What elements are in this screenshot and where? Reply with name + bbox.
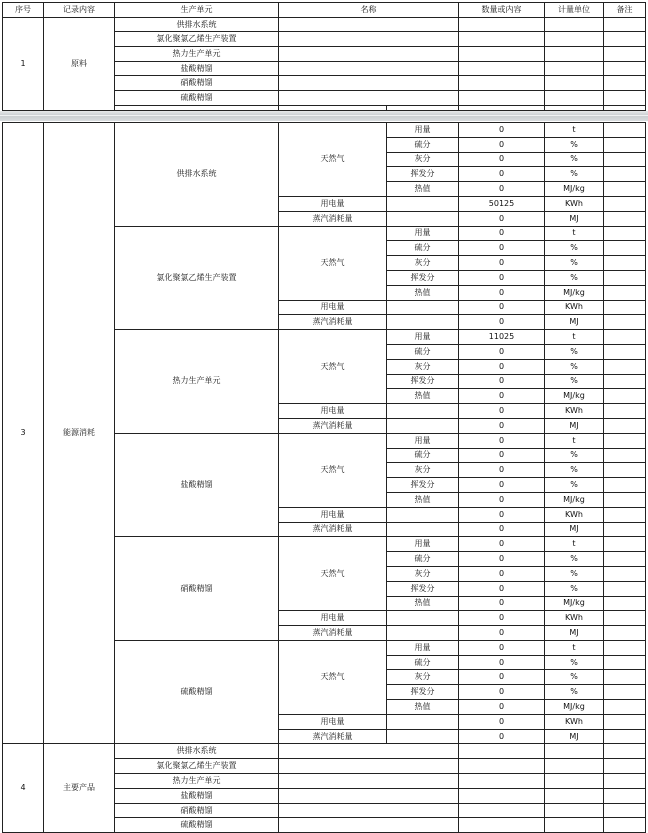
gas-measure: %: [545, 448, 604, 463]
gas-measure: %: [545, 566, 604, 581]
gas-value: 0: [459, 596, 545, 611]
electric-measure: KWh: [545, 611, 604, 626]
steam-measure: MJ: [545, 522, 604, 537]
gas-measure: MJ/kg: [545, 700, 604, 715]
gas-item: 用量: [387, 433, 459, 448]
steam-value: 0: [459, 729, 545, 744]
electric-value: 50125: [459, 196, 545, 211]
remark-cell: [604, 344, 646, 359]
gas-measure: t: [545, 640, 604, 655]
remark-cell: [604, 611, 646, 626]
gas-value: 0: [459, 226, 545, 241]
electric-label: 用电量: [279, 300, 387, 315]
gas-item: 挥发分: [387, 374, 459, 389]
gas-item: 挥发分: [387, 685, 459, 700]
energy-label: 能源消耗: [44, 123, 115, 744]
gas-item: 硫分: [387, 448, 459, 463]
gas-label: 天然气: [279, 330, 387, 404]
energy-unit-name: 硫酸精馏: [115, 640, 279, 744]
gas-item: 硫分: [387, 552, 459, 567]
energy-unit-name: 硝酸精馏: [115, 537, 279, 641]
gas-measure: t: [545, 537, 604, 552]
gas-measure: t: [545, 330, 604, 345]
gas-value: 0: [459, 581, 545, 596]
electric-measure: KWh: [545, 714, 604, 729]
gas-item: 硫分: [387, 655, 459, 670]
gas-measure: %: [545, 241, 604, 256]
header-content: 记录内容: [44, 3, 115, 18]
remark-cell: [604, 537, 646, 552]
steam-label: 蒸汽消耗量: [279, 418, 387, 433]
remark-cell: [604, 714, 646, 729]
gas-item: 硫分: [387, 137, 459, 152]
gas-measure: %: [545, 581, 604, 596]
gas-item: 灰分: [387, 256, 459, 271]
raw-unit: 硫酸精馏: [115, 91, 279, 106]
gas-value: 0: [459, 167, 545, 182]
gas-value: 0: [459, 537, 545, 552]
electric-measure: KWh: [545, 507, 604, 522]
gas-measure: %: [545, 552, 604, 567]
gas-measure: %: [545, 374, 604, 389]
header-row: [3, 3, 646, 18]
electric-label: 用电量: [279, 507, 387, 522]
gas-value: 0: [459, 285, 545, 300]
steam-measure: MJ: [545, 211, 604, 226]
gas-item: 挥发分: [387, 270, 459, 285]
remark-cell: [604, 700, 646, 715]
electric-measure: KWh: [545, 196, 604, 211]
remark-cell: [604, 433, 646, 448]
steam-value: 0: [459, 522, 545, 537]
remark-cell: [604, 655, 646, 670]
remark-cell: [604, 137, 646, 152]
steam-label: 蒸汽消耗量: [279, 211, 387, 226]
gas-item: 热值: [387, 389, 459, 404]
gas-value: 0: [459, 463, 545, 478]
energy-unit-name: 盐酸精馏: [115, 433, 279, 537]
energy-unit-name: 氯化聚氯乙烯生产装置: [115, 226, 279, 330]
gas-measure: %: [545, 359, 604, 374]
gas-measure: t: [545, 123, 604, 138]
gas-measure: %: [545, 270, 604, 285]
gas-item: 挥发分: [387, 167, 459, 182]
gas-item: 热值: [387, 492, 459, 507]
raw-unit: 硝酸精馏: [115, 76, 279, 91]
energy-products-table: [2, 122, 646, 833]
product-unit: 盐酸精馏: [115, 788, 279, 803]
product-unit: 硝酸精馏: [115, 803, 279, 818]
products-seq: 4: [3, 744, 44, 833]
remark-cell: [604, 359, 646, 374]
table-row: [3, 744, 646, 759]
remark-cell: [604, 448, 646, 463]
remark-cell: [604, 418, 646, 433]
remark-cell: [604, 581, 646, 596]
remark-cell: [604, 670, 646, 685]
remark-cell: [604, 685, 646, 700]
gas-label: 天然气: [279, 226, 387, 300]
gas-item: 用量: [387, 537, 459, 552]
header-unit: 生产单元: [115, 3, 279, 18]
energy-unit-name: 供排水系统: [115, 123, 279, 227]
page-separator: [0, 111, 648, 121]
remark-cell: [604, 626, 646, 641]
remark-cell: [604, 152, 646, 167]
gas-measure: MJ/kg: [545, 182, 604, 197]
steam-measure: MJ: [545, 418, 604, 433]
remark-cell: [604, 478, 646, 493]
gas-value: 0: [459, 182, 545, 197]
steam-label: 蒸汽消耗量: [279, 315, 387, 330]
gas-measure: %: [545, 670, 604, 685]
gas-item: 用量: [387, 330, 459, 345]
gas-value: 0: [459, 137, 545, 152]
gas-measure: %: [545, 256, 604, 271]
remark-cell: [604, 256, 646, 271]
electric-value: 0: [459, 611, 545, 626]
remark-cell: [604, 552, 646, 567]
gas-item: 硫分: [387, 344, 459, 359]
electric-label: 用电量: [279, 196, 387, 211]
remark-cell: [604, 123, 646, 138]
gas-item: 用量: [387, 123, 459, 138]
gas-value: 0: [459, 152, 545, 167]
electric-measure: KWh: [545, 404, 604, 419]
gas-value: 0: [459, 344, 545, 359]
gas-measure: %: [545, 655, 604, 670]
gas-measure: %: [545, 478, 604, 493]
remark-cell: [604, 404, 646, 419]
remark-cell: [604, 226, 646, 241]
gas-item: 用量: [387, 640, 459, 655]
gas-value: 11025: [459, 330, 545, 345]
gas-value: 0: [459, 685, 545, 700]
remark-cell: [604, 330, 646, 345]
gas-value: 0: [459, 700, 545, 715]
electric-label: 用电量: [279, 404, 387, 419]
gas-value: 0: [459, 655, 545, 670]
energy-seq: 3: [3, 123, 44, 744]
remark-cell: [604, 463, 646, 478]
gas-item: 挥发分: [387, 581, 459, 596]
header-name: 名称: [279, 3, 459, 18]
raw-unit: 盐酸精馏: [115, 61, 279, 76]
gas-measure: %: [545, 137, 604, 152]
raw-seq: 1: [3, 17, 44, 110]
remark-cell: [604, 241, 646, 256]
header-value: 数量或内容: [459, 3, 545, 18]
header-seq: 序号: [3, 3, 44, 18]
gas-label: 天然气: [279, 123, 387, 197]
steam-measure: MJ: [545, 626, 604, 641]
product-unit: 供排水系统: [115, 744, 279, 759]
energy-unit-name: 热力生产单元: [115, 330, 279, 434]
steam-value: 0: [459, 418, 545, 433]
gas-item: 挥发分: [387, 478, 459, 493]
remark-cell: [604, 640, 646, 655]
steam-value: 0: [459, 211, 545, 226]
table-row: [3, 123, 646, 138]
remark-cell: [604, 507, 646, 522]
remark-cell: [604, 374, 646, 389]
electric-value: 0: [459, 404, 545, 419]
gas-value: 0: [459, 389, 545, 404]
steam-label: 蒸汽消耗量: [279, 729, 387, 744]
gas-value: 0: [459, 123, 545, 138]
gas-value: 0: [459, 552, 545, 567]
gas-item: 热值: [387, 700, 459, 715]
remark-cell: [604, 182, 646, 197]
remark-cell: [604, 196, 646, 211]
gas-measure: MJ/kg: [545, 389, 604, 404]
gas-item: 灰分: [387, 463, 459, 478]
remark-cell: [604, 167, 646, 182]
gas-label: 天然气: [279, 640, 387, 714]
electric-label: 用电量: [279, 714, 387, 729]
gas-measure: %: [545, 685, 604, 700]
raw-materials-table: [2, 2, 646, 111]
remark-cell: [604, 729, 646, 744]
gas-value: 0: [459, 359, 545, 374]
gas-item: 灰分: [387, 359, 459, 374]
steam-value: 0: [459, 315, 545, 330]
remark-cell: [604, 389, 646, 404]
gas-value: 0: [459, 566, 545, 581]
gas-measure: MJ/kg: [545, 596, 604, 611]
gas-label: 天然气: [279, 433, 387, 507]
gas-value: 0: [459, 640, 545, 655]
remark-cell: [604, 492, 646, 507]
raw-label: 原料: [44, 17, 115, 110]
steam-label: 蒸汽消耗量: [279, 626, 387, 641]
remark-cell: [604, 596, 646, 611]
gas-label: 天然气: [279, 537, 387, 611]
gas-item: 灰分: [387, 670, 459, 685]
energy-body: [3, 123, 646, 833]
steam-measure: MJ: [545, 315, 604, 330]
gas-value: 0: [459, 256, 545, 271]
gas-item: 灰分: [387, 566, 459, 581]
header-measure: 计量单位: [545, 3, 604, 18]
raw-unit: 热力生产单元: [115, 47, 279, 62]
gas-measure: MJ/kg: [545, 285, 604, 300]
remark-cell: [604, 300, 646, 315]
products-label: 主要产品: [44, 744, 115, 833]
raw-unit: 氯化聚氯乙烯生产装置: [115, 32, 279, 47]
electric-value: 0: [459, 507, 545, 522]
remark-cell: [604, 522, 646, 537]
electric-measure: KWh: [545, 300, 604, 315]
gas-item: 用量: [387, 226, 459, 241]
gas-item: 硫分: [387, 241, 459, 256]
gas-item: 热值: [387, 285, 459, 300]
header-remark: 备注: [604, 3, 646, 18]
remark-cell: [604, 285, 646, 300]
gas-item: 灰分: [387, 152, 459, 167]
gas-value: 0: [459, 670, 545, 685]
gas-value: 0: [459, 448, 545, 463]
gas-measure: t: [545, 433, 604, 448]
gas-item: 热值: [387, 596, 459, 611]
gas-value: 0: [459, 478, 545, 493]
product-unit: 硫酸精馏: [115, 818, 279, 833]
gas-value: 0: [459, 270, 545, 285]
electric-value: 0: [459, 300, 545, 315]
product-unit: 氯化聚氯乙烯生产装置: [115, 759, 279, 774]
gas-value: 0: [459, 241, 545, 256]
gas-value: 0: [459, 374, 545, 389]
gas-measure: %: [545, 463, 604, 478]
gas-measure: %: [545, 344, 604, 359]
remark-cell: [604, 566, 646, 581]
gas-measure: %: [545, 152, 604, 167]
electric-value: 0: [459, 714, 545, 729]
raw-unit: 供排水系统: [115, 17, 279, 32]
gas-measure: t: [545, 226, 604, 241]
gas-item: 热值: [387, 182, 459, 197]
remark-cell: [604, 315, 646, 330]
product-unit: 热力生产单元: [115, 774, 279, 789]
remark-cell: [604, 211, 646, 226]
gas-measure: %: [545, 167, 604, 182]
remark-cell: [604, 270, 646, 285]
gas-value: 0: [459, 433, 545, 448]
steam-value: 0: [459, 626, 545, 641]
gas-value: 0: [459, 492, 545, 507]
table-row: [3, 17, 646, 32]
steam-measure: MJ: [545, 729, 604, 744]
electric-label: 用电量: [279, 611, 387, 626]
steam-label: 蒸汽消耗量: [279, 522, 387, 537]
gas-measure: MJ/kg: [545, 492, 604, 507]
